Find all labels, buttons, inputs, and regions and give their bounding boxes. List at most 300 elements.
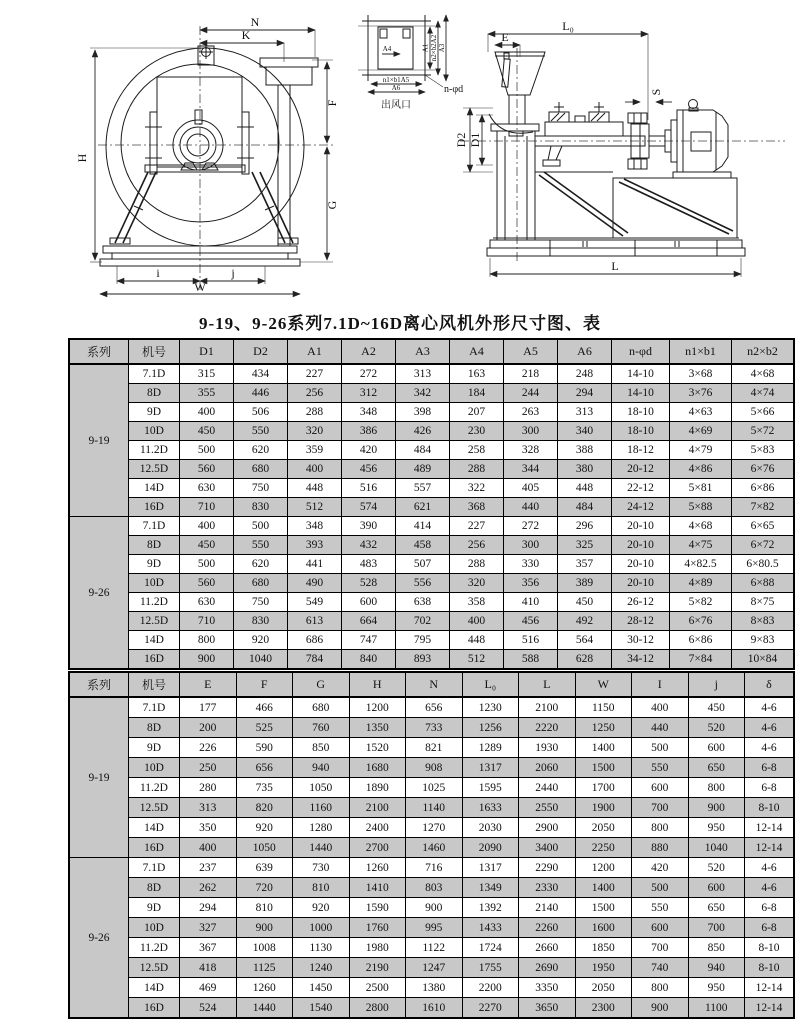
value-cell: 800 <box>688 778 745 798</box>
value-cell: 506 <box>234 403 288 422</box>
value-cell: 1250 <box>575 718 632 738</box>
value-cell: 1050 <box>293 778 350 798</box>
model-cell: 14D <box>129 818 180 838</box>
model-cell: 11.2D <box>129 778 180 798</box>
model-cell: 9D <box>129 403 180 422</box>
value-cell: 702 <box>396 612 450 631</box>
value-cell: 850 <box>688 938 745 958</box>
value-cell: 262 <box>180 878 237 898</box>
value-cell: 2400 <box>349 818 406 838</box>
value-cell: 6×88 <box>732 574 795 593</box>
model-cell: 8D <box>129 384 180 403</box>
model-cell: 9D <box>129 738 180 758</box>
value-cell: 492 <box>558 612 612 631</box>
value-cell: 355 <box>180 384 234 403</box>
value-cell: 1633 <box>462 798 519 818</box>
value-cell: 280 <box>180 778 237 798</box>
value-cell: 1040 <box>688 838 745 858</box>
value-cell: 34-12 <box>612 650 670 670</box>
value-cell: 1500 <box>575 758 632 778</box>
column-header: N <box>406 672 463 697</box>
value-cell: 4-6 <box>745 697 795 718</box>
value-cell: 2800 <box>349 998 406 1019</box>
value-cell: 450 <box>180 422 234 441</box>
value-cell: 549 <box>288 593 342 612</box>
value-cell: 920 <box>236 818 293 838</box>
value-cell: 900 <box>180 650 234 670</box>
value-cell: 620 <box>234 441 288 460</box>
value-cell: 6-8 <box>745 778 795 798</box>
value-cell: 2100 <box>519 697 576 718</box>
value-cell: 716 <box>406 858 463 878</box>
value-cell: 1200 <box>349 697 406 718</box>
value-cell: 400 <box>180 403 234 422</box>
value-cell: 2140 <box>519 898 576 918</box>
fan-hub <box>173 110 223 170</box>
dim-label-a4: A4 <box>382 45 392 53</box>
value-cell: 405 <box>504 479 558 498</box>
value-cell: 1256 <box>462 718 519 738</box>
value-cell: 440 <box>504 498 558 517</box>
header-row <box>69 339 794 364</box>
value-cell: 733 <box>406 718 463 738</box>
value-cell: 258 <box>450 441 504 460</box>
value-cell: 350 <box>180 818 237 838</box>
value-cell: 656 <box>236 758 293 778</box>
table-row <box>69 778 794 798</box>
bearing-pedestal <box>535 102 645 166</box>
value-cell: 520 <box>688 858 745 878</box>
flange-dimensions-table <box>68 338 795 670</box>
column-header: δ <box>745 672 795 697</box>
dim-label-h: H <box>75 153 89 163</box>
column-header: 机号 <box>129 672 180 697</box>
value-cell: 300 <box>504 536 558 555</box>
value-cell: 1317 <box>462 858 519 878</box>
value-cell: 1392 <box>462 898 519 918</box>
table-row <box>69 517 794 536</box>
value-cell: 320 <box>288 422 342 441</box>
page-title: 9-19、9-26系列7.1D~16D离心风机外形尺寸图、表 <box>199 314 601 333</box>
table-row <box>69 612 794 631</box>
value-cell: 315 <box>180 364 234 384</box>
value-cell: 630 <box>180 479 234 498</box>
column-header: W <box>575 672 632 697</box>
model-cell: 16D <box>129 650 180 670</box>
value-cell: 550 <box>632 758 689 778</box>
value-cell: 400 <box>180 838 237 858</box>
value-cell: 184 <box>450 384 504 403</box>
value-cell: 2060 <box>519 758 576 778</box>
value-cell: 22-12 <box>612 479 670 498</box>
column-header: A4 <box>450 339 504 364</box>
overall-dimensions-table <box>68 671 795 1019</box>
value-cell: 1270 <box>406 818 463 838</box>
model-cell: 12.5D <box>129 958 180 978</box>
model-cell: 12.5D <box>129 798 180 818</box>
table-row <box>69 631 794 650</box>
value-cell: 588 <box>504 650 558 670</box>
value-cell: 820 <box>236 798 293 818</box>
value-cell: 840 <box>342 650 396 670</box>
value-cell: 1540 <box>293 998 350 1019</box>
value-cell: 1900 <box>575 798 632 818</box>
value-cell: 574 <box>342 498 396 517</box>
value-cell: 638 <box>396 593 450 612</box>
table-row <box>69 998 794 1019</box>
value-cell: 750 <box>234 593 288 612</box>
value-cell: 1724 <box>462 938 519 958</box>
dim-label-e: E <box>501 30 509 44</box>
dim-label-a6: A6 <box>391 84 401 92</box>
value-cell: 800 <box>632 818 689 838</box>
value-cell: 1125 <box>236 958 293 978</box>
value-cell: 466 <box>236 697 293 718</box>
value-cell: 1930 <box>519 738 576 758</box>
value-cell: 686 <box>288 631 342 650</box>
model-cell: 14D <box>129 978 180 998</box>
value-cell: 940 <box>293 758 350 778</box>
value-cell: 810 <box>293 878 350 898</box>
value-cell: 680 <box>234 574 288 593</box>
value-cell: 920 <box>234 631 288 650</box>
value-cell: 630 <box>180 593 234 612</box>
column-header: j <box>688 672 745 697</box>
column-header: L <box>519 672 576 697</box>
value-cell: 322 <box>450 479 504 498</box>
value-cell: 448 <box>450 631 504 650</box>
value-cell: 5×82 <box>670 593 732 612</box>
value-cell: 348 <box>288 517 342 536</box>
value-cell: 357 <box>558 555 612 574</box>
value-cell: 4×75 <box>670 536 732 555</box>
column-header: n-φd <box>612 339 670 364</box>
value-cell: 393 <box>288 536 342 555</box>
dim-label-a3: A3 <box>438 43 446 53</box>
value-cell: 500 <box>632 738 689 758</box>
value-cell: 344 <box>504 460 558 479</box>
value-cell: 1160 <box>293 798 350 818</box>
column-header: 系列 <box>69 339 129 364</box>
side-view-diagram <box>435 12 795 304</box>
model-cell: 14D <box>129 479 180 498</box>
model-cell: 14D <box>129 631 180 650</box>
value-cell: 784 <box>288 650 342 670</box>
value-cell: 1008 <box>236 938 293 958</box>
value-cell: 489 <box>396 460 450 479</box>
value-cell: 1433 <box>462 918 519 938</box>
value-cell: 400 <box>180 517 234 536</box>
value-cell: 4-6 <box>745 858 795 878</box>
value-cell: 294 <box>180 898 237 918</box>
table-row <box>69 738 794 758</box>
value-cell: 3×68 <box>670 364 732 384</box>
value-cell: 288 <box>450 555 504 574</box>
value-cell: 680 <box>234 460 288 479</box>
column-header: G <box>293 672 350 697</box>
value-cell: 300 <box>504 422 558 441</box>
value-cell: 272 <box>504 517 558 536</box>
value-cell: 1150 <box>575 697 632 718</box>
value-cell: 18-10 <box>612 422 670 441</box>
value-cell: 414 <box>396 517 450 536</box>
value-cell: 516 <box>342 479 396 498</box>
table-row <box>69 536 794 555</box>
value-cell: 440 <box>632 718 689 738</box>
value-cell: 1400 <box>575 878 632 898</box>
value-cell: 434 <box>234 364 288 384</box>
table-row <box>69 364 794 384</box>
value-cell: 400 <box>288 460 342 479</box>
dim-label-l0: L₀ <box>562 19 574 33</box>
value-cell: 12-14 <box>745 978 795 998</box>
value-cell: 750 <box>234 479 288 498</box>
value-cell: 8-10 <box>745 958 795 978</box>
value-cell: 12-14 <box>745 838 795 858</box>
value-cell: 2660 <box>519 938 576 958</box>
value-cell: 4×79 <box>670 441 732 460</box>
value-cell: 8×75 <box>732 593 795 612</box>
value-cell: 2270 <box>462 998 519 1019</box>
value-cell: 1122 <box>406 938 463 958</box>
dim-label-s: S <box>649 88 663 96</box>
value-cell: 1380 <box>406 978 463 998</box>
table-row <box>69 938 794 958</box>
dim-label-j: j <box>231 266 235 280</box>
value-cell: 1460 <box>406 838 463 858</box>
value-cell: 1260 <box>349 858 406 878</box>
value-cell: 200 <box>180 718 237 738</box>
value-cell: 940 <box>688 958 745 978</box>
value-cell: 458 <box>396 536 450 555</box>
table-row <box>69 479 794 498</box>
value-cell: 700 <box>688 918 745 938</box>
value-cell: 20-10 <box>612 574 670 593</box>
value-cell: 7×82 <box>732 498 795 517</box>
table-row <box>69 838 794 858</box>
value-cell: 500 <box>234 517 288 536</box>
value-cell: 6-8 <box>745 918 795 938</box>
value-cell: 600 <box>632 918 689 938</box>
value-cell: 950 <box>688 818 745 838</box>
table-row <box>69 697 794 718</box>
table-row <box>69 718 794 738</box>
series-cell: 9-19 <box>69 697 129 858</box>
value-cell: 28-12 <box>612 612 670 631</box>
column-header: H <box>349 672 406 697</box>
value-cell: 294 <box>558 384 612 403</box>
model-cell: 12.5D <box>129 612 180 631</box>
value-cell: 450 <box>688 697 745 718</box>
value-cell: 1200 <box>575 858 632 878</box>
value-cell: 600 <box>632 778 689 798</box>
dim-label-n2b2-a2: n2×b2A2 <box>430 34 438 62</box>
value-cell: 800 <box>180 631 234 650</box>
value-cell: 710 <box>180 612 234 631</box>
value-cell: 6-8 <box>745 758 795 778</box>
table-row <box>69 593 794 612</box>
value-cell: 24-12 <box>612 498 670 517</box>
table-row <box>69 978 794 998</box>
value-cell: 516 <box>504 631 558 650</box>
table-row <box>69 798 794 818</box>
model-cell: 16D <box>129 838 180 858</box>
value-cell: 14-10 <box>612 364 670 384</box>
value-cell: 8-10 <box>745 798 795 818</box>
value-cell: 1700 <box>575 778 632 798</box>
column-header: E <box>180 672 237 697</box>
fan-housing <box>145 77 254 174</box>
dim-label-bolt-holes: n-φd <box>444 84 464 95</box>
value-cell: 450 <box>558 593 612 612</box>
value-cell: 1349 <box>462 878 519 898</box>
value-cell: 2050 <box>575 818 632 838</box>
dim-label-d2: D2 <box>454 132 468 148</box>
value-cell: 664 <box>342 612 396 631</box>
model-cell: 8D <box>129 536 180 555</box>
value-cell: 524 <box>180 998 237 1019</box>
value-cell: 218 <box>504 364 558 384</box>
value-cell: 1595 <box>462 778 519 798</box>
value-cell: 2050 <box>575 978 632 998</box>
value-cell: 520 <box>688 718 745 738</box>
column-header: A2 <box>342 339 396 364</box>
value-cell: 590 <box>236 738 293 758</box>
value-cell: 720 <box>236 878 293 898</box>
value-cell: 550 <box>632 898 689 918</box>
column-header: A3 <box>396 339 450 364</box>
value-cell: 348 <box>342 403 396 422</box>
value-cell: 250 <box>180 758 237 778</box>
value-cell: 380 <box>558 460 612 479</box>
table-row <box>69 958 794 978</box>
value-cell: 760 <box>293 718 350 738</box>
dim-label-i: i <box>156 266 160 280</box>
value-cell: 1240 <box>293 958 350 978</box>
value-cell: 3350 <box>519 978 576 998</box>
value-cell: 564 <box>558 631 612 650</box>
value-cell: 1600 <box>575 918 632 938</box>
value-cell: 1317 <box>462 758 519 778</box>
value-cell: 20-12 <box>612 460 670 479</box>
value-cell: 163 <box>450 364 504 384</box>
model-cell: 7.1D <box>129 364 180 384</box>
value-cell: 4×82.5 <box>670 555 732 574</box>
value-cell: 2220 <box>519 718 576 738</box>
value-cell: 2100 <box>349 798 406 818</box>
model-cell: 11.2D <box>129 441 180 460</box>
base-frame-side <box>487 238 745 256</box>
table-row <box>69 858 794 878</box>
value-cell: 6×86 <box>670 631 732 650</box>
value-cell: 313 <box>396 364 450 384</box>
column-header: 系列 <box>69 672 129 697</box>
value-cell: 2290 <box>519 858 576 878</box>
value-cell: 400 <box>450 612 504 631</box>
value-cell: 2330 <box>519 878 576 898</box>
value-cell: 747 <box>342 631 396 650</box>
value-cell: 900 <box>632 998 689 1019</box>
model-cell: 10D <box>129 422 180 441</box>
value-cell: 3×76 <box>670 384 732 403</box>
value-cell: 400 <box>632 697 689 718</box>
model-cell: 16D <box>129 998 180 1019</box>
model-cell: 7.1D <box>129 517 180 536</box>
table-row <box>69 460 794 479</box>
value-cell: 448 <box>288 479 342 498</box>
table-row <box>69 758 794 778</box>
value-cell: 340 <box>558 422 612 441</box>
model-cell: 10D <box>129 574 180 593</box>
value-cell: 5×83 <box>732 441 795 460</box>
value-cell: 1130 <box>293 938 350 958</box>
value-cell: 2700 <box>349 838 406 858</box>
value-cell: 800 <box>632 978 689 998</box>
value-cell: 1025 <box>406 778 463 798</box>
value-cell: 1410 <box>349 878 406 898</box>
column-header: D1 <box>180 339 234 364</box>
value-cell: 2690 <box>519 958 576 978</box>
table-row <box>69 898 794 918</box>
outlet-duct <box>260 58 318 246</box>
value-cell: 398 <box>396 403 450 422</box>
value-cell: 5×72 <box>732 422 795 441</box>
value-cell: 810 <box>236 898 293 918</box>
value-cell: 2030 <box>462 818 519 838</box>
value-cell: 2260 <box>519 918 576 938</box>
value-cell: 230 <box>450 422 504 441</box>
value-cell: 386 <box>342 422 396 441</box>
value-cell: 512 <box>450 650 504 670</box>
value-cell: 1755 <box>462 958 519 978</box>
value-cell: 432 <box>342 536 396 555</box>
value-cell: 2440 <box>519 778 576 798</box>
value-cell: 18-10 <box>612 403 670 422</box>
value-cell: 177 <box>180 697 237 718</box>
model-cell: 7.1D <box>129 697 180 718</box>
value-cell: 20-10 <box>612 555 670 574</box>
value-cell: 6×76 <box>732 460 795 479</box>
value-cell: 1350 <box>349 718 406 738</box>
value-cell: 507 <box>396 555 450 574</box>
value-cell: 900 <box>688 798 745 818</box>
series-cell: 9-19 <box>69 364 129 517</box>
value-cell: 1247 <box>406 958 463 978</box>
value-cell: 1260 <box>236 978 293 998</box>
value-cell: 6×72 <box>732 536 795 555</box>
value-cell: 272 <box>342 364 396 384</box>
value-cell: 6-8 <box>745 898 795 918</box>
value-cell: 900 <box>236 918 293 938</box>
header-row <box>69 672 794 697</box>
value-cell: 5×88 <box>670 498 732 517</box>
value-cell: 560 <box>180 460 234 479</box>
value-cell: 26-12 <box>612 593 670 612</box>
column-header: D2 <box>234 339 288 364</box>
value-cell: 740 <box>632 958 689 978</box>
value-cell: 710 <box>180 498 234 517</box>
value-cell: 4-6 <box>745 738 795 758</box>
value-cell: 600 <box>342 593 396 612</box>
value-cell: 1400 <box>575 738 632 758</box>
value-cell: 20-10 <box>612 536 670 555</box>
value-cell: 420 <box>342 441 396 460</box>
value-cell: 5×66 <box>732 403 795 422</box>
value-cell: 441 <box>288 555 342 574</box>
value-cell: 14-10 <box>612 384 670 403</box>
column-header: n2×b2 <box>732 339 795 364</box>
value-cell: 6×76 <box>670 612 732 631</box>
